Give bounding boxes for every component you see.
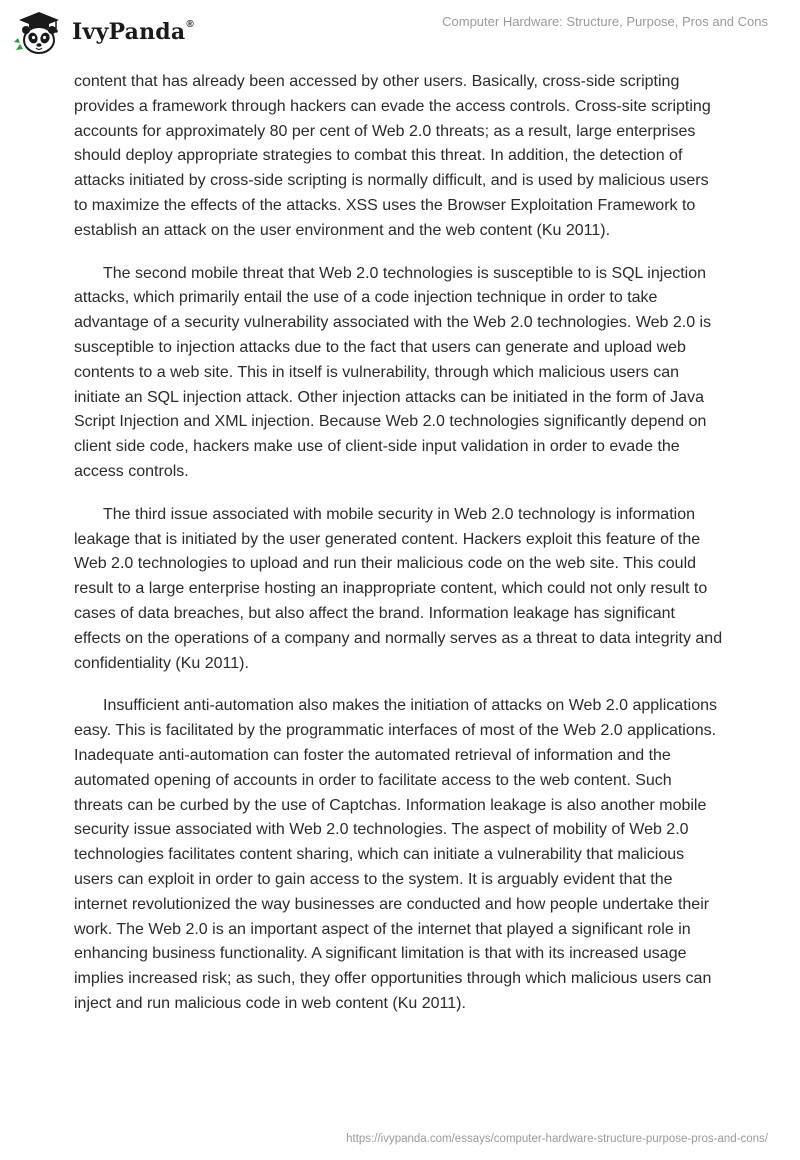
paragraph: Insufficient anti-automation also makes the initiation of attacks on Web 2.0 applications easy. This is facilitated by the programmatic interfaces of most of the Web 2.0 applications. Inadequate anti-automation can foster the automated retrieval of information and the automated opening of accounts in order to facilitate access to the web content. Such threats can be curbed by the use of Captchas. Information leakage is also another mobile security issue associated with Web 2.0 technologies. The aspect of mobility of Web 2.0 technologies facilitates content sharing, which can initiate a vulnerability that malicious users can exploit in order to gain access to the system. It is arguably evident that the internet revolutionized the way businesses are conducted and how people undertake their work. The Web 2.0 is an important aspect of the internet that played a significant role in enhancing business functionality. A significant limitation is that with its increased usage implies increased risk; as such, they offer opportunities through which malicious users can inject and run malicious code in web content (Ku 2011). xyxy=(74,697,717,1012)
source-url[interactable]: https://ivypanda.com/essays/computer-hardware-structure-purpose-pros-and-cons/ xyxy=(346,1133,768,1145)
paragraph: The third issue associated with mobile security in Web 2.0 technology is information leakage that is initiated by the user generated content. Hackers exploit this feature of the Web 2.0 technologies to upload and run their malicious code on the web site. This could result to a large enterprise hosting an inappropriate content, which could not only result to cases of data breaches, but also affect the brand. Information leakage has significant effects on the operations of a company and normally serves as a threat to data integrity and confidentiality (Ku 2011). xyxy=(74,505,723,672)
logo-name: IvyPanda xyxy=(72,19,186,45)
paragraph: The second mobile threat that Web 2.0 technologies is susceptible to is SQL injection attacks, which primarily entail the use of a code injection technique in order to take advantage of a security vulnerability associated with the Web 2.0 technologies. Web 2.0 is susceptible to injection attacks due to the fact that users can generate and upload web contents to a web site. This in itself is vulnerability, through which malicious users can initiate an SQL injection attack. Other injection attacks can be initiated in the form of Java Script Injection and XML injection. Because Web 2.0 technologies significantly depend on client side code, hackers make use of client-side input validation in order to evade the access controls. xyxy=(74,264,712,480)
page-header xyxy=(0,0,800,70)
logo[interactable] xyxy=(14,8,194,58)
document-title: Computer Hardware: Structure, Purpose, Pros and Cons xyxy=(442,14,768,29)
logo-wordmark xyxy=(72,19,194,45)
panda-graduate-icon xyxy=(14,8,64,58)
essay-body xyxy=(74,70,724,1035)
paragraph: content that has already been accessed by other users. Basically, cross-side scripting provides a framework through hackers can evade the access controls. Cross-site scripting accounts for approximately 80 per cent of Web 2.0 threats; as a result, large enterprises should deploy appropriate strategies to combat this threat. In addition, the detection of attacks initiated by cross-side scripting is normally difficult, and is used by malicious users to maximize the effects of the attacks. XSS uses the Browser Exploitation Framework to establish an attack on the user environment and the web content (Ku 2011). xyxy=(74,73,711,239)
registered-mark: ® xyxy=(186,18,194,30)
